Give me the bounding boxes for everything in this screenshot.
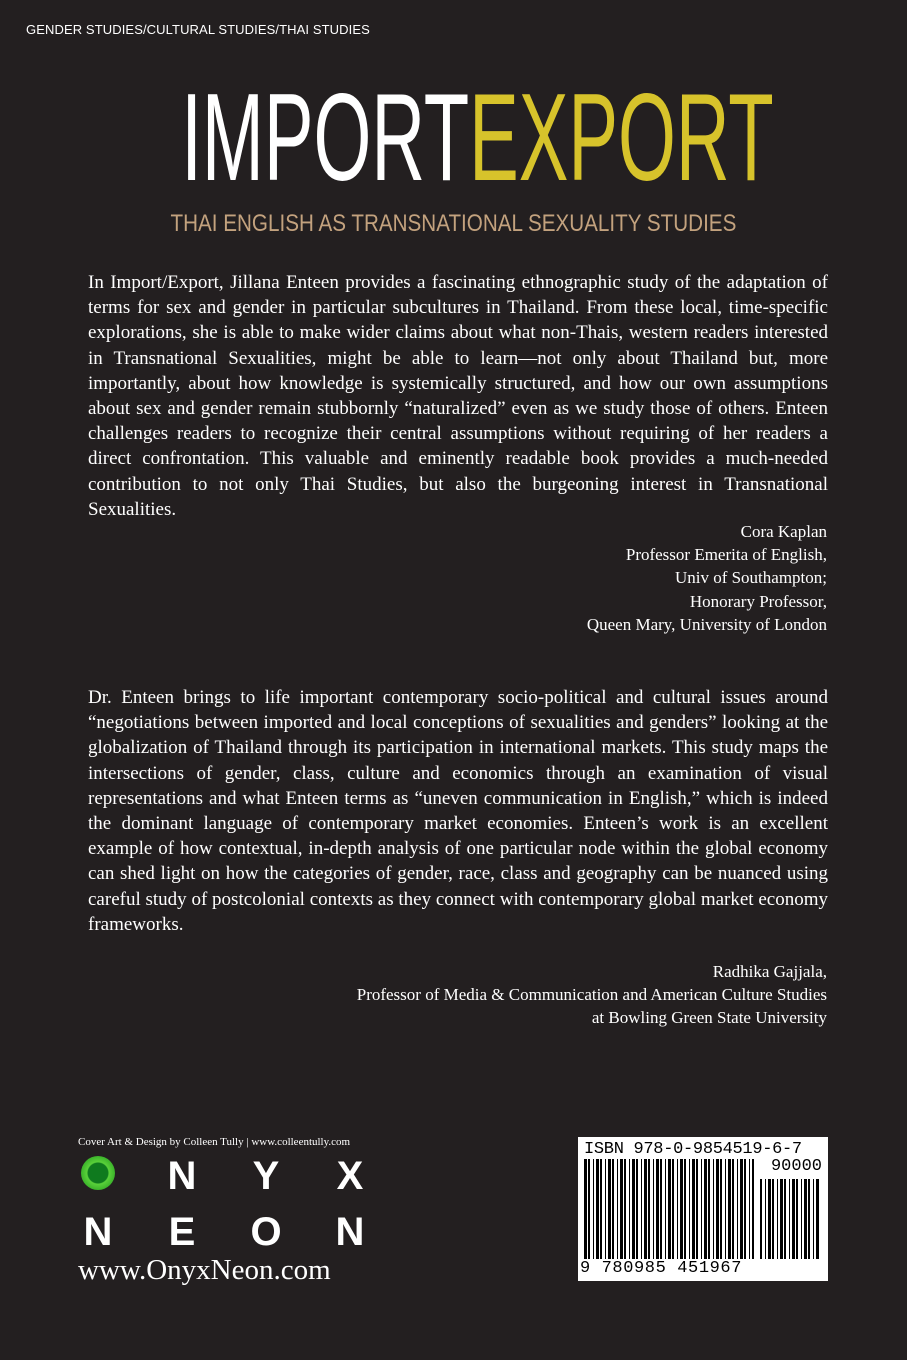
barcode-bar — [740, 1159, 743, 1259]
barcode-bar — [689, 1159, 690, 1259]
attribution-line: Radhika Gajjala, — [712, 962, 827, 981]
barcode-bar — [584, 1159, 587, 1259]
price-code: 90000 — [770, 1157, 822, 1176]
barcode-bar — [608, 1159, 611, 1259]
barcode-bar — [725, 1159, 726, 1259]
barcode-bar — [624, 1159, 626, 1259]
barcode-panel — [578, 1137, 828, 1281]
barcode-bar — [720, 1159, 722, 1259]
barcode-bar — [660, 1159, 662, 1259]
barcode-bar — [772, 1179, 774, 1259]
barcode-bar — [632, 1159, 635, 1259]
barcode-bar — [692, 1159, 695, 1259]
attribution-line: Queen Mary, University of London — [586, 614, 827, 634]
barcode-bar — [696, 1159, 698, 1259]
barcode-bar — [713, 1159, 714, 1259]
logo-letter: O — [250, 1210, 282, 1254]
barcode-bar — [796, 1179, 798, 1259]
title-import: IMPORT — [181, 69, 470, 207]
barcode-bar — [680, 1159, 683, 1259]
barcode-bar — [648, 1159, 650, 1259]
logo-letter — [78, 1156, 118, 1197]
logo-letter: E — [168, 1210, 196, 1254]
barcode-bar — [636, 1159, 638, 1259]
attribution-line: Professor of Media & Communication and American Culture Studies — [356, 985, 827, 1005]
logo-letter: N — [335, 1210, 365, 1254]
barcode-bar — [728, 1159, 731, 1259]
barcode-bar — [749, 1159, 750, 1259]
attribution-kaplan — [227, 520, 827, 636]
attribution-line: Cora Kaplan — [740, 522, 827, 541]
barcode-bar — [612, 1159, 614, 1259]
barcode-bar — [768, 1179, 771, 1259]
barcode-bar — [677, 1159, 678, 1259]
logo-row-onyx — [78, 1156, 370, 1196]
barcode-bar — [644, 1159, 647, 1259]
onyx-neon-logo — [78, 1156, 378, 1252]
logo-letter: X — [336, 1154, 364, 1198]
barcode-bar — [617, 1159, 618, 1259]
barcode-bar — [708, 1159, 710, 1259]
barcode-bar — [744, 1159, 746, 1259]
barcode-bar — [701, 1159, 702, 1259]
barcode-bar — [752, 1159, 754, 1259]
publisher-url: www.OnyxNeon.com — [78, 1254, 331, 1286]
logo-letter: N — [167, 1154, 197, 1198]
barcode-bar — [716, 1159, 719, 1259]
barcode-bar — [656, 1159, 659, 1259]
logo-letter: Y — [252, 1154, 280, 1198]
attribution-line: Professor Emerita of English, — [625, 545, 827, 565]
barcode-bar — [792, 1179, 795, 1259]
barcode-bar — [665, 1159, 666, 1259]
barcode-bar — [641, 1159, 642, 1259]
barcode-bar — [684, 1159, 686, 1259]
barcode-bar — [777, 1179, 778, 1259]
barcode-bar — [672, 1159, 674, 1259]
barcode-bar — [789, 1179, 790, 1259]
barcode-bar — [653, 1159, 654, 1259]
barcode-main — [584, 1159, 754, 1259]
attribution-line: at Bowling Green State University — [591, 1008, 827, 1028]
isbn-text: ISBN 978-0-9854519-6-7 — [584, 1140, 802, 1159]
cover-credit: Cover Art & Design by Colleen Tully | www.colleentully.com — [78, 1136, 351, 1148]
barcode-bar — [760, 1179, 762, 1259]
barcode-bar — [620, 1159, 623, 1259]
barcode-bar — [804, 1179, 807, 1259]
barcode-bar — [732, 1159, 734, 1259]
barcode-bar — [808, 1179, 810, 1259]
barcode-bar — [704, 1159, 707, 1259]
barcode-bar — [593, 1159, 594, 1259]
barcode-bar — [600, 1159, 602, 1259]
blurb-gajjala: Dr. Enteen brings to life important contemporary socio-political and cultural issues around “negotiations between imported and local conceptions of sexualities and genders” looking at the globalization of Thailand through its participation in international markets. This study maps the intersections of gender, class, culture and economics through an examination of visual representations and what Enteen terms as “uneven communication in English,” which is indeed the dominant language of contemporary market economies. Enteen’s work is an excellent example of how contextual, in-depth analysis of one particular node within the global economy can shed light on how the categories of gender, race, class and geography can be nuanced using careful study of postcolonial contexts as they connect with contemporary global market economy frameworks. — [88, 687, 828, 935]
title-export: EXPORT — [469, 69, 774, 207]
barcode-bar — [629, 1159, 630, 1259]
barcode-bar — [737, 1159, 738, 1259]
attribution-line: Univ of Southampton; — [674, 568, 827, 588]
barcode-bar — [816, 1179, 819, 1259]
attribution-line: Honorary Professor, — [689, 591, 827, 611]
barcode-bar — [588, 1159, 590, 1259]
barcode-bar — [813, 1179, 814, 1259]
onyx-circle-icon — [81, 1156, 115, 1190]
category-line: GENDER STUDIES/CULTURAL STUDIES/THAI STUDIES — [26, 22, 370, 37]
barcode-addon — [760, 1179, 822, 1259]
attribution-gajjala — [227, 960, 827, 1030]
book-title — [181, 68, 774, 208]
logo-row-neon — [78, 1212, 370, 1252]
barcode-bar — [668, 1159, 671, 1259]
barcode-bar — [596, 1159, 599, 1259]
ean-digits: 9 780985 451967 — [580, 1259, 743, 1278]
barcode-bar — [784, 1179, 786, 1259]
barcode-bar — [780, 1179, 783, 1259]
barcode-bar — [765, 1179, 766, 1259]
book-subtitle: THAI ENGLISH AS TRANSNATIONAL SEXUALITY STUDIES — [170, 210, 737, 237]
barcode-bar — [605, 1159, 606, 1259]
logo-letter: N — [83, 1210, 113, 1254]
blurb-kaplan: In Import/Export, Jillana Enteen provides a fascinating ethnographic study of the adaptation of terms for sex and gender in particular subcultures in Thailand. From these local, time-specific explorations, she is able to make wider claims about what non-Thais, western readers interested in Transnational Sexualities, might be able to learn—not only about Thailand but, more importantly, about how knowledge is systemically structured, and how our own assumptions about sex and gender remain stubbornly “naturalized” even as we study those of others. Enteen challenges readers to recognize their central assumptions without requiring of her readers a direct confrontation. This valuable and eminently readable book provides a much-needed contribution to not only Thai Studies, but also the burgeoning interest in Transnational Sexualities. — [88, 272, 828, 520]
barcode-bar — [801, 1179, 802, 1259]
